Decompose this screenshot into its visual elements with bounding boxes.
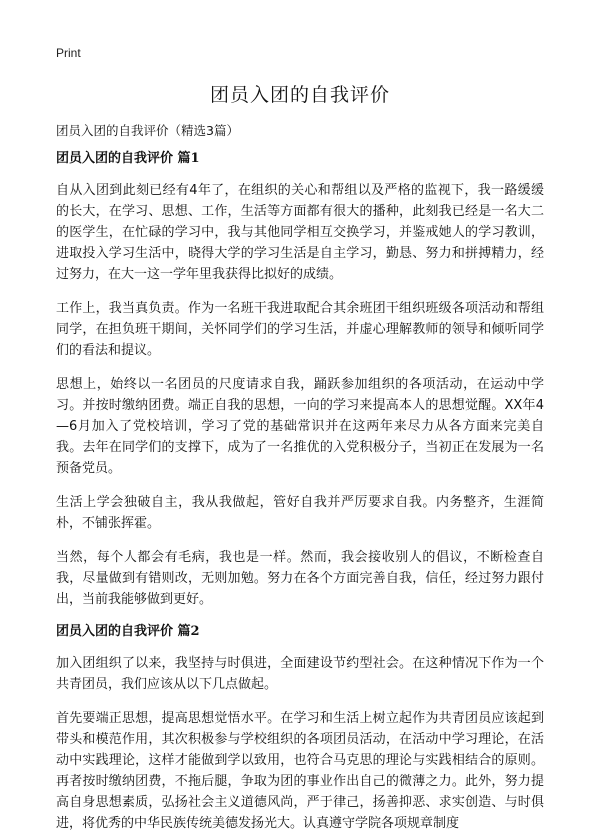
print-link[interactable]: Print [56, 46, 81, 60]
document-title: 团员入团的自我评价 [209, 84, 390, 106]
paragraph: 首先要端正思想，提高思想觉悟水平。在学习和生活上树立起作为共青团员应该起到带头和模范作用，其次积极参与学校组织的各项团员活动，在活动中学习理论，在活动中实践理论，这样才能做到学以致用，也符合马克思的理论与实践相结合的原则。再者按时缴纳团费，不拖后腿，争取为团的事业作出自己的微薄之力。此外，努力提高自身思想素质，弘扬社会主义道德风尚，严于律己，扬善抑恶、求实创造、与时俱进，将优秀的中华民族传统美德发扬光大。认真遵守学院各项规章制度 [56, 711, 544, 831]
paragraph: 加入团组织了以来，我坚持与时俱进，全面建设节约型社会。在这种情况下作为一个共青团员，我们应该从以下几点做起。 [56, 656, 544, 692]
paragraph: 思想上，始终以一名团员的尺度请求自我，踊跃参加组织的各项活动，在运动中学习。并按时缴纳团费。端正自我的思想，一向的学习来提高本人的思想觉醒。XX年4—6月加入了党校培训，学习了党的基础常识并在这两年来尽力从各方面来完美自我。去年在同学们的支撑下，成为了一名推优的入党积极分子，当初正在发展为一名预备党员。 [56, 377, 544, 476]
section-heading-1: 团员入团的自我评价 篇1 [56, 151, 200, 166]
paragraph: 自从入团到此刻已经有4年了，在组织的关心和帮组以及严格的监视下，我一路缓缓的长大，在学习、思想、工作，生活等方面都有很大的播种，此刻我已经是一名大二的医学生，在忙碌的学习中，我与其他同学相互交换学习，并鉴戒她人的学习教训，进取投入学习生活中，晓得大学的学习生活是自主学习，勤恳、努力和拼搏精力，经过努力，在大一这一学年里我获得比拟好的成绩。 [56, 183, 544, 282]
paragraph: 当然，每个人都会有毛病，我也是一样。然而，我会接收别人的倡议，不断检查自我，尽量做到有错则改，无则加勉。努力在各个方面完善自我，信任，经过努力跟付出，当前我能够做到更好。 [56, 550, 544, 607]
document-subtitle: 团员入团的自我评价（精选3篇） [56, 123, 239, 138]
paragraph: 生活上学会独破自主，我从我做起，管好自我并严厉要求自我。内务整齐，生涯简朴，不铺张挥霍。 [56, 495, 544, 531]
paragraph: 工作上，我当真负责。作为一名班干我进取配合其余班团干组织班级各项活动和帮组同学，在担负班干期间，关怀同学们的学习生活，并虚心理解教师的领导和倾听同学们的看法和提议。 [56, 301, 544, 358]
document-body [56, 146, 544, 831]
section-heading-2: 团员入团的自我评价 篇2 [56, 624, 200, 639]
